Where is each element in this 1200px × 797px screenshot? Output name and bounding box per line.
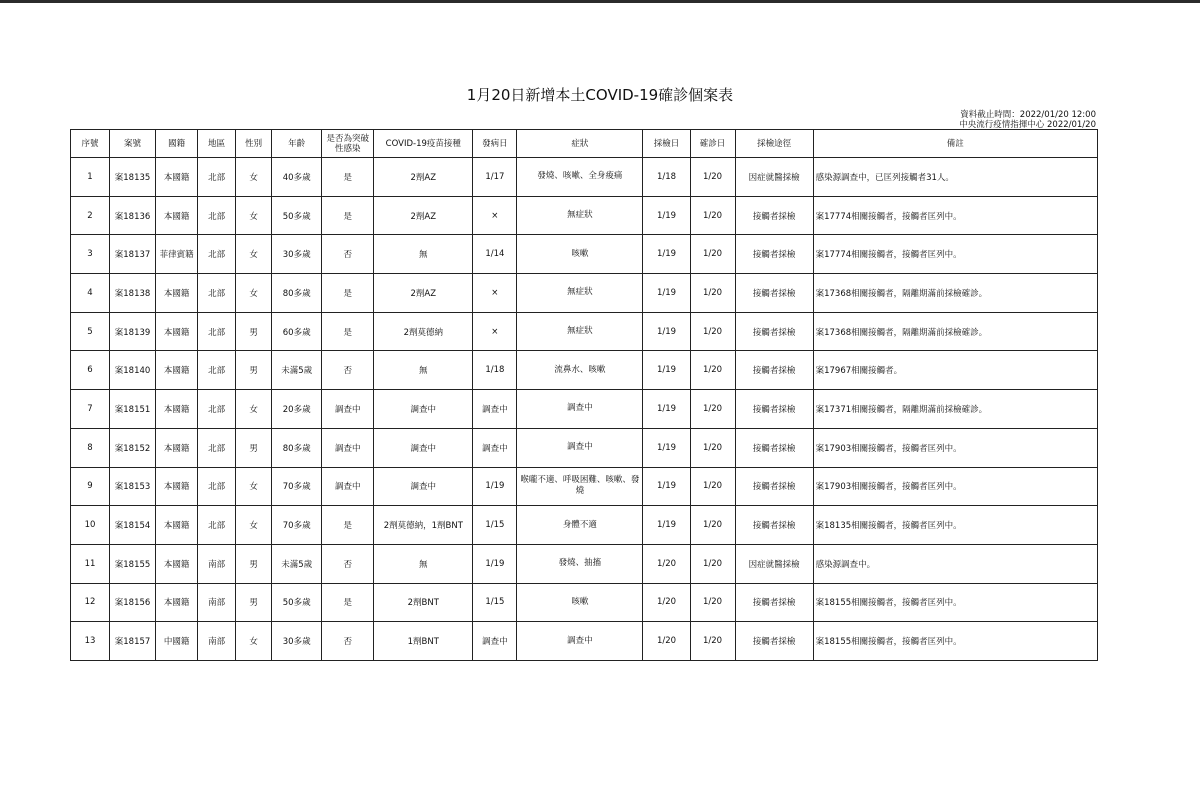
cell-region: 北部 — [198, 196, 236, 235]
cell-region: 北部 — [198, 351, 236, 390]
cell-region: 北部 — [198, 274, 236, 313]
cell-test-route: 接觸者採檢 — [735, 506, 813, 545]
cell-confirm-date: 1/20 — [690, 312, 735, 351]
cell-age: 50多歲 — [272, 583, 322, 622]
cell-sample-date: 1/19 — [643, 390, 690, 429]
cell-test-route: 接觸者採檢 — [735, 390, 813, 429]
cell-sample-date: 1/19 — [643, 428, 690, 467]
cell-serial: 2 — [71, 196, 110, 235]
cell-confirm-date: 1/20 — [690, 467, 735, 506]
cell-age: 80多歲 — [272, 274, 322, 313]
cell-age: 30多歲 — [272, 235, 322, 274]
cell-sex: 男 — [236, 312, 272, 351]
cell-sex: 男 — [236, 583, 272, 622]
cell-sex: 女 — [236, 158, 272, 197]
cell-sample-date: 1/19 — [643, 506, 690, 545]
cell-remarks: 案17967相關接觸者。 — [813, 351, 1097, 390]
cell-vaccination: 2劑莫德納 — [374, 312, 473, 351]
cell-case-no: 案18155 — [110, 544, 156, 583]
cell-nationality: 本國籍 — [156, 390, 198, 429]
cell-sex: 男 — [236, 544, 272, 583]
cell-confirm-date: 1/20 — [690, 506, 735, 545]
cell-case-no: 案18157 — [110, 622, 156, 661]
cell-region: 南部 — [198, 622, 236, 661]
table-row — [71, 312, 1098, 351]
cell-onset-date: 1/14 — [473, 235, 517, 274]
cell-nationality: 本國籍 — [156, 274, 198, 313]
cell-case-no: 案18135 — [110, 158, 156, 197]
cell-sex: 女 — [236, 390, 272, 429]
table-row — [71, 390, 1098, 429]
cell-sample-date: 1/19 — [643, 235, 690, 274]
table-row — [71, 351, 1098, 390]
cell-nationality: 本國籍 — [156, 312, 198, 351]
cell-breakthrough: 是 — [322, 196, 374, 235]
cell-vaccination: 調查中 — [374, 390, 473, 429]
cell-age: 40多歲 — [272, 158, 322, 197]
col-header-serial: 序號 — [71, 130, 110, 158]
cell-onset-date: × — [473, 196, 517, 235]
cell-breakthrough: 是 — [322, 312, 374, 351]
cell-breakthrough: 否 — [322, 622, 374, 661]
cell-serial: 7 — [71, 390, 110, 429]
col-header-test-route: 採檢途徑 — [735, 130, 813, 158]
cell-symptoms: 調查中 — [517, 390, 643, 429]
cell-case-no: 案18152 — [110, 428, 156, 467]
cell-age: 未滿5歲 — [272, 351, 322, 390]
cell-age: 30多歲 — [272, 622, 322, 661]
cell-remarks: 案17903相關接觸者，接觸者匡列中。 — [813, 428, 1097, 467]
col-header-case-no: 案號 — [110, 130, 156, 158]
cell-confirm-date: 1/20 — [690, 274, 735, 313]
cell-nationality: 本國籍 — [156, 467, 198, 506]
cell-region: 北部 — [198, 506, 236, 545]
cell-nationality: 本國籍 — [156, 158, 198, 197]
col-header-symptoms: 症狀 — [517, 130, 643, 158]
cell-remarks: 案17774相關接觸者，接觸者匡列中。 — [813, 196, 1097, 235]
cell-sample-date: 1/20 — [643, 622, 690, 661]
table-row — [71, 274, 1098, 313]
cell-sex: 女 — [236, 506, 272, 545]
cell-serial: 5 — [71, 312, 110, 351]
cell-serial: 8 — [71, 428, 110, 467]
cell-vaccination: 無 — [374, 351, 473, 390]
col-header-region: 地區 — [198, 130, 236, 158]
cell-age: 70多歲 — [272, 506, 322, 545]
cell-nationality: 本國籍 — [156, 351, 198, 390]
data-cutoff-time: 資料截止時間：2022/01/20 12:00 — [960, 110, 1096, 120]
cell-onset-date: 1/19 — [473, 544, 517, 583]
cell-vaccination: 2劑BNT — [374, 583, 473, 622]
cell-breakthrough: 是 — [322, 583, 374, 622]
cell-remarks: 感染源調查中，已匡列接觸者31人。 — [813, 158, 1097, 197]
cell-vaccination: 調查中 — [374, 467, 473, 506]
cell-sample-date: 1/20 — [643, 544, 690, 583]
cell-case-no: 案18153 — [110, 467, 156, 506]
cell-onset-date: 1/15 — [473, 506, 517, 545]
cell-vaccination: 2劑AZ — [374, 274, 473, 313]
table-row — [71, 544, 1098, 583]
cell-vaccination: 2劑AZ — [374, 196, 473, 235]
cell-vaccination: 調查中 — [374, 428, 473, 467]
cell-sample-date: 1/20 — [643, 583, 690, 622]
report-source: 中央流行疫情指揮中心 2022/01/20 — [959, 120, 1096, 130]
cell-breakthrough: 否 — [322, 544, 374, 583]
cell-nationality: 本國籍 — [156, 506, 198, 545]
cell-confirm-date: 1/20 — [690, 428, 735, 467]
cell-breakthrough: 是 — [322, 274, 374, 313]
table-row — [71, 583, 1098, 622]
cell-remarks: 案17774相關接觸者，接觸者匡列中。 — [813, 235, 1097, 274]
cell-sample-date: 1/19 — [643, 351, 690, 390]
cell-sex: 女 — [236, 467, 272, 506]
cell-case-no: 案18139 — [110, 312, 156, 351]
cell-test-route: 接觸者採檢 — [735, 351, 813, 390]
cell-serial: 13 — [71, 622, 110, 661]
cell-breakthrough: 調查中 — [322, 467, 374, 506]
col-header-sample-date: 採檢日 — [643, 130, 690, 158]
cell-serial: 12 — [71, 583, 110, 622]
cell-symptoms: 無症狀 — [517, 196, 643, 235]
cell-sample-date: 1/19 — [643, 312, 690, 351]
cell-remarks: 案18155相關接觸者，接觸者匡列中。 — [813, 583, 1097, 622]
cell-test-route: 接觸者採檢 — [735, 274, 813, 313]
cell-onset-date: 調查中 — [473, 622, 517, 661]
cell-symptoms: 發燒、抽搐 — [517, 544, 643, 583]
cell-symptoms: 發燒、咳嗽、全身痠痛 — [517, 158, 643, 197]
cell-case-no: 案18137 — [110, 235, 156, 274]
cell-test-route: 因症就醫採檢 — [735, 158, 813, 197]
cell-confirm-date: 1/20 — [690, 196, 735, 235]
cell-test-route: 接觸者採檢 — [735, 428, 813, 467]
cell-symptoms: 調查中 — [517, 622, 643, 661]
page-title: 1月20日新增本土COVID-19確診個案表 — [466, 86, 734, 104]
cell-case-no: 案18151 — [110, 390, 156, 429]
cell-vaccination: 2劑莫德納，1劑BNT — [374, 506, 473, 545]
cell-nationality: 本國籍 — [156, 196, 198, 235]
cell-onset-date: × — [473, 274, 517, 313]
cell-serial: 9 — [71, 467, 110, 506]
cell-confirm-date: 1/20 — [690, 235, 735, 274]
cell-remarks: 案17368相關接觸者，隔離期滿前採檢確診。 — [813, 274, 1097, 313]
col-header-onset-date: 發病日 — [473, 130, 517, 158]
cell-confirm-date: 1/20 — [690, 544, 735, 583]
cell-region: 南部 — [198, 583, 236, 622]
cell-breakthrough: 是 — [322, 506, 374, 545]
cell-symptoms: 無症狀 — [517, 274, 643, 313]
col-header-vaccination: COVID-19疫苗接種 — [374, 130, 473, 158]
cell-confirm-date: 1/20 — [690, 158, 735, 197]
cell-onset-date: 1/18 — [473, 351, 517, 390]
cell-breakthrough: 是 — [322, 158, 374, 197]
cell-confirm-date: 1/20 — [690, 622, 735, 661]
cell-serial: 10 — [71, 506, 110, 545]
cell-serial: 1 — [71, 158, 110, 197]
cell-symptoms: 調查中 — [517, 428, 643, 467]
table-row — [71, 506, 1098, 545]
cell-region: 北部 — [198, 312, 236, 351]
cell-sex: 男 — [236, 351, 272, 390]
cell-case-no: 案18136 — [110, 196, 156, 235]
cell-sex: 男 — [236, 428, 272, 467]
cell-vaccination: 2劑AZ — [374, 158, 473, 197]
cell-sample-date: 1/18 — [643, 158, 690, 197]
cell-test-route: 因症就醫採檢 — [735, 544, 813, 583]
cell-confirm-date: 1/20 — [690, 351, 735, 390]
cell-remarks: 感染源調查中。 — [813, 544, 1097, 583]
cell-test-route: 接觸者採檢 — [735, 196, 813, 235]
case-table — [70, 129, 1098, 661]
cell-nationality: 本國籍 — [156, 544, 198, 583]
cell-symptoms: 身體不適 — [517, 506, 643, 545]
cell-case-no: 案18154 — [110, 506, 156, 545]
cell-onset-date: 調查中 — [473, 428, 517, 467]
table-header-row — [71, 130, 1098, 158]
cell-vaccination: 無 — [374, 235, 473, 274]
top-border — [0, 0, 1200, 3]
cell-sex: 女 — [236, 622, 272, 661]
cell-remarks: 案18155相關接觸者，接觸者匡列中。 — [813, 622, 1097, 661]
cell-nationality: 中國籍 — [156, 622, 198, 661]
cell-serial: 6 — [71, 351, 110, 390]
cell-age: 80多歲 — [272, 428, 322, 467]
cell-serial: 11 — [71, 544, 110, 583]
table-row — [71, 622, 1098, 661]
cell-sample-date: 1/19 — [643, 274, 690, 313]
cell-symptoms: 咳嗽 — [517, 235, 643, 274]
cell-sex: 女 — [236, 235, 272, 274]
cell-test-route: 接觸者採檢 — [735, 622, 813, 661]
cell-nationality: 本國籍 — [156, 428, 198, 467]
cell-region: 北部 — [198, 390, 236, 429]
col-header-nationality: 國籍 — [156, 130, 198, 158]
cell-age: 20多歲 — [272, 390, 322, 429]
col-header-remarks: 備註 — [813, 130, 1097, 158]
cell-confirm-date: 1/20 — [690, 390, 735, 429]
table-body — [71, 158, 1098, 661]
col-header-breakthrough: 是否為突破性感染 — [322, 130, 374, 158]
cell-onset-date: 調查中 — [473, 390, 517, 429]
cell-breakthrough: 否 — [322, 351, 374, 390]
cell-symptoms: 無症狀 — [517, 312, 643, 351]
table-row — [71, 235, 1098, 274]
cell-region: 北部 — [198, 158, 236, 197]
cell-breakthrough: 否 — [322, 235, 374, 274]
cell-breakthrough: 調查中 — [322, 428, 374, 467]
cell-confirm-date: 1/20 — [690, 583, 735, 622]
col-header-age: 年齡 — [272, 130, 322, 158]
cell-region: 北部 — [198, 235, 236, 274]
cell-test-route: 接觸者採檢 — [735, 312, 813, 351]
cell-vaccination: 無 — [374, 544, 473, 583]
cell-remarks: 案18135相關接觸者，接觸者匡列中。 — [813, 506, 1097, 545]
cell-region: 南部 — [198, 544, 236, 583]
cell-test-route: 接觸者採檢 — [735, 467, 813, 506]
col-header-confirm-date: 確診日 — [690, 130, 735, 158]
cell-age: 50多歲 — [272, 196, 322, 235]
table-row — [71, 196, 1098, 235]
table-row — [71, 158, 1098, 197]
cell-sample-date: 1/19 — [643, 467, 690, 506]
cell-symptoms: 流鼻水、咳嗽 — [517, 351, 643, 390]
cell-onset-date: 1/19 — [473, 467, 517, 506]
cell-sex: 女 — [236, 274, 272, 313]
cell-sex: 女 — [236, 196, 272, 235]
cell-onset-date: × — [473, 312, 517, 351]
table-row — [71, 428, 1098, 467]
cell-region: 北部 — [198, 467, 236, 506]
cell-test-route: 接觸者採檢 — [735, 235, 813, 274]
cell-age: 未滿5歲 — [272, 544, 322, 583]
cell-nationality: 菲律賓籍 — [156, 235, 198, 274]
cell-remarks: 案17368相關接觸者，隔離期滿前採檢確診。 — [813, 312, 1097, 351]
cell-case-no: 案18140 — [110, 351, 156, 390]
cell-case-no: 案18138 — [110, 274, 156, 313]
cell-remarks: 案17903相關接觸者，接觸者匡列中。 — [813, 467, 1097, 506]
cell-remarks: 案17371相關接觸者，隔離期滿前採檢確診。 — [813, 390, 1097, 429]
cell-vaccination: 1劑BNT — [374, 622, 473, 661]
cell-onset-date: 1/15 — [473, 583, 517, 622]
cell-sample-date: 1/19 — [643, 196, 690, 235]
report-meta — [959, 110, 1096, 130]
cell-symptoms: 咳嗽 — [517, 583, 643, 622]
cell-symptoms: 喉嚨不適、呼吸困難、咳嗽、發燒 — [517, 467, 643, 506]
col-header-sex: 性別 — [236, 130, 272, 158]
cell-nationality: 本國籍 — [156, 583, 198, 622]
cell-test-route: 接觸者採檢 — [735, 583, 813, 622]
cell-serial: 4 — [71, 274, 110, 313]
cell-serial: 3 — [71, 235, 110, 274]
cell-age: 70多歲 — [272, 467, 322, 506]
cell-onset-date: 1/17 — [473, 158, 517, 197]
table-row — [71, 467, 1098, 506]
cell-breakthrough: 調查中 — [322, 390, 374, 429]
cell-case-no: 案18156 — [110, 583, 156, 622]
cell-age: 60多歲 — [272, 312, 322, 351]
cell-region: 北部 — [198, 428, 236, 467]
